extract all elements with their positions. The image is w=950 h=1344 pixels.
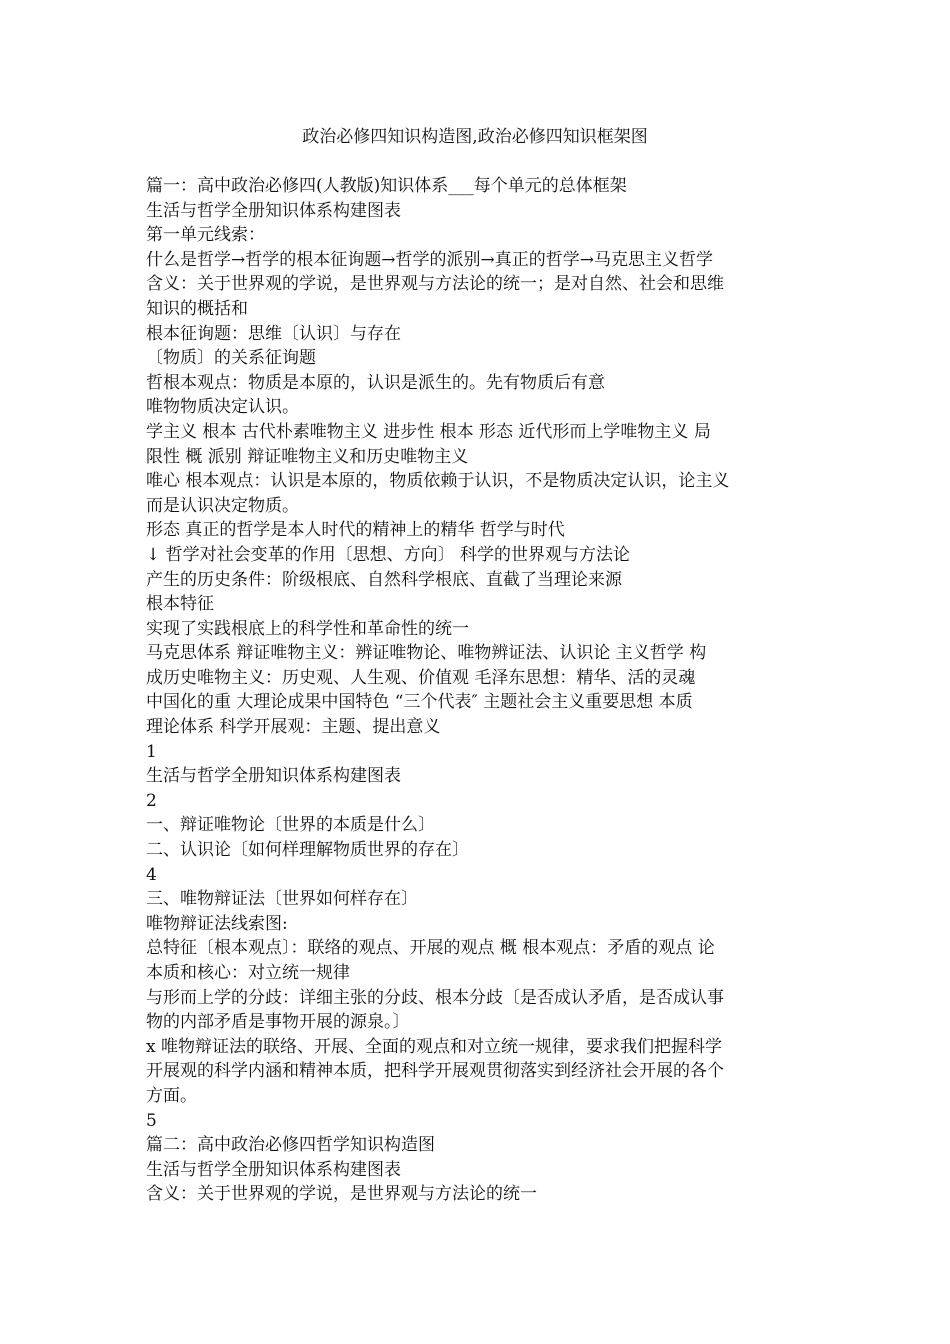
text-line: 唯物辩证法线索图:	[146, 913, 288, 934]
text-line: 本质和核心：对立统一规律	[146, 963, 350, 983]
text-line: 唯心 根本观点：认识是本原的，物质依赖于认识，不是物质决定认识，论主义	[146, 471, 730, 492]
text-line: 而是认识决定物质。	[146, 495, 299, 516]
text-line: 篇二：高中政治必修四哲学知识构造图	[146, 1135, 435, 1156]
text-line: 2	[146, 790, 157, 811]
text-line: 产生的历史条件：阶级根底、自然科学根底、直截了当理论来源	[146, 569, 622, 590]
text-line: 限性 概 派别 辩证唯物主义和历史唯物主义	[146, 446, 469, 467]
text-line: 5	[146, 1110, 157, 1131]
text-line: 篇一：高中政治必修四(人教版)知识体系___每个单元的总体框架	[146, 176, 627, 196]
text-line: 生活与哲学全册知识体系构建图表	[146, 200, 401, 221]
text-line: 含义：关于世界观的学说，是世界观与方法论的统一	[146, 1184, 537, 1205]
text-line: 物的内部矛盾是事物开展的源泉。〕	[146, 1012, 410, 1033]
text-line: 含义：关于世界观的学说，是世界观与方法论的统一；是对自然、社会和思维	[146, 274, 724, 295]
text-line: 生活与哲学全册知识体系构建图表	[146, 1159, 401, 1180]
text-line: 1	[146, 741, 157, 762]
text-line: 唯物物质决定认识。	[146, 397, 299, 418]
text-line: 知识的概括和	[146, 298, 248, 319]
text-line: 生活与哲学全册知识体系构建图表	[146, 766, 401, 787]
document-title: 政治必修四知识构造图,政治必修四知识框架图	[302, 127, 648, 147]
text-line: 学主义 根本 古代朴素唯物主义 进步性 根本 形态 近代形而上学唯物主义 局	[146, 421, 711, 442]
text-line: 与形而上学的分歧：详细主张的分歧、根本分歧〔是否成认矛盾，是否成认事	[146, 987, 724, 1008]
text-line: 根本征询题：思维〔认识〕与存在	[146, 323, 401, 344]
text-line: 一、辩证唯物论〔世界的本质是什么〕	[146, 815, 435, 836]
text-line: 形态 真正的哲学是本人时代的精神上的精华 哲学与时代	[146, 520, 565, 541]
text-line: 〔物质〕的关系征询题	[146, 348, 316, 369]
text-line: 哲根本观点：物质是本原的，认识是派生的。先有物质后有意	[146, 372, 605, 393]
text-line: 开展观的科学内涵和精神本质，把科学开展观贯彻落实到经济社会开展的各个	[146, 1061, 724, 1082]
text-line: 三、唯物辩证法〔世界如何样存在〕	[146, 889, 418, 910]
document-body	[146, 174, 806, 1207]
text-line: 成历史唯物主义：历史观、人生观、价值观 毛泽东思想：精华、活的灵魂	[146, 667, 696, 688]
text-line: 中国化的重 大理论成果中国特色 “三个代表″ 主题社会主义重要思想 本质	[146, 692, 693, 713]
text-line: 马克思体系 辩证唯物主义：辨证唯物论、唯物辨证法、认识论 主义哲学 构	[146, 643, 707, 664]
text-line: 4	[146, 864, 157, 885]
text-line: 二、认识论〔如何样理解物质世界的存在〕	[146, 840, 469, 861]
text-line: x 唯物辩证法的联络、开展、全面的观点和对立统一规律，要求我们把握科学	[146, 1036, 722, 1057]
text-line: ↓ 哲学对社会变革的作用〔思想、方向〕 科学的世界观与方法论	[146, 544, 631, 565]
text-line: 根本特征	[146, 594, 214, 615]
text-line: 什么是哲学→哲学的根本征询题→哲学的派别→真正的哲学→马克思主义哲学	[146, 249, 713, 270]
text-line: 总特征〔根本观点〕：联络的观点、开展的观点 概 根本观点：矛盾的观点 论	[146, 938, 715, 959]
text-line: 理论体系 科学开展观：主题、提出意义	[146, 717, 441, 738]
text-line: 实现了实践根底上的科学性和革命性的统一	[146, 618, 469, 639]
text-line: 方面。	[146, 1085, 197, 1106]
text-line: 第一单元线索：	[146, 225, 265, 246]
